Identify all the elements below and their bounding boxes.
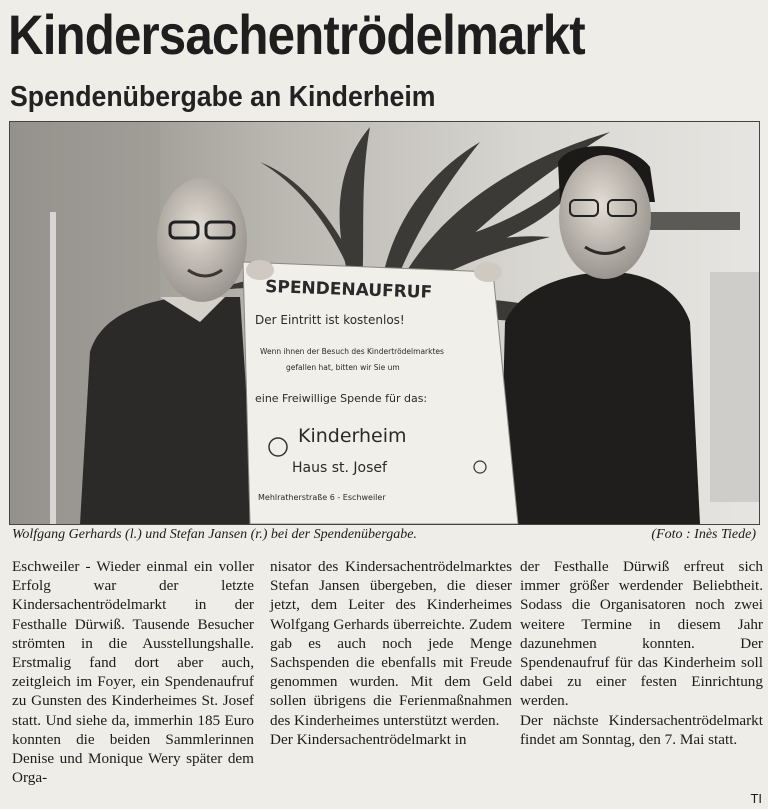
poster-line-3: gefallen hat, bitten wir Sie um bbox=[286, 363, 400, 372]
poster-line-6: Haus st. Josef bbox=[292, 460, 387, 476]
article-photo bbox=[9, 121, 760, 525]
hand-left bbox=[246, 260, 274, 280]
shelf bbox=[710, 272, 759, 502]
poster-title: SPENDENAUFRUF bbox=[264, 277, 433, 303]
column-2-paragraph-2: Der Kindersachentrödelmarkt in bbox=[270, 730, 467, 748]
photo-credit: (Foto : Inès Tiede) bbox=[651, 527, 756, 542]
hand-right bbox=[474, 262, 502, 282]
poster-line-2: Wenn ihnen der Besuch des Kindertrödelmarktes bbox=[260, 347, 444, 356]
headline: Kindersachentrödelmarkt bbox=[8, 3, 585, 66]
column-2-paragraph-1: nisator des Kindersachentrödelmarktes Stefan Jansen übergeben, die dieser jetzt, dem Leiter des Kinderheimes Wolfgang Gerhards überreichte. Zudem gab es auch noch jede Menge Sachspenden die ebenfalls mit Freude genommen wurden. Mit dem Geld sollen übrigens die Ferienmaßnahmen des Kinderheimes unterstützt werden. bbox=[270, 558, 512, 729]
photo-caption: Wolfgang Gerhards (l.) und Stefan Jansen (r.) bei der Spendenübergabe. bbox=[12, 527, 417, 542]
poster-line-7: Mehlratherstraße 6 - Eschweiler bbox=[258, 493, 386, 502]
poster-line-1: Der Eintritt ist kostenlos! bbox=[255, 313, 405, 327]
ceiling-lamp bbox=[650, 212, 740, 230]
article-column-1 bbox=[12, 557, 254, 787]
photo-illustration bbox=[10, 122, 759, 524]
column-1-paragraph-1: Eschweiler - Wieder einmal ein voller Erfolg war der letzte Kindersachentrödelmarkt in der Festhalle Dürwiß. Tausende Besucher strömten in die Ausstellungshalle. Erstmalig fand dort aber auch, zeitgleich im Foyer, ein Spendenaufruf zu Gunsten des Kinderheimes St. Josef statt. Und siehe da, immerhin 185 Euro konnten die beiden Sammlerinnen Denise und Monique Wery später dem Orga- bbox=[12, 558, 254, 787]
poster-line-4: eine Freiwillige Spende für das: bbox=[255, 392, 428, 405]
poster-line-5: Kinderheim bbox=[298, 425, 407, 447]
author-signature: TI bbox=[750, 791, 762, 806]
window-frame bbox=[50, 212, 56, 524]
article-column-3 bbox=[520, 557, 763, 749]
donation-poster bbox=[243, 262, 518, 524]
article-column-2 bbox=[270, 557, 512, 749]
column-3-paragraph-1: der Festhalle Dürwiß erfreut sich immer größer werdender Beliebtheit. Sodass die Organisatoren noch zwei weitere Termine in diesem Jahr dazunehmen konnten. Der Spendenaufruf für das Kinderheim soll dabei zu einer festen Einrichtung werden. bbox=[520, 558, 763, 710]
column-3-paragraph-2: Der nächste Kindersachentrödelmarkt findet am Sonntag, den 7. Mai statt. bbox=[520, 711, 763, 748]
subheadline: Spendenübergabe an Kinderheim bbox=[10, 81, 436, 113]
